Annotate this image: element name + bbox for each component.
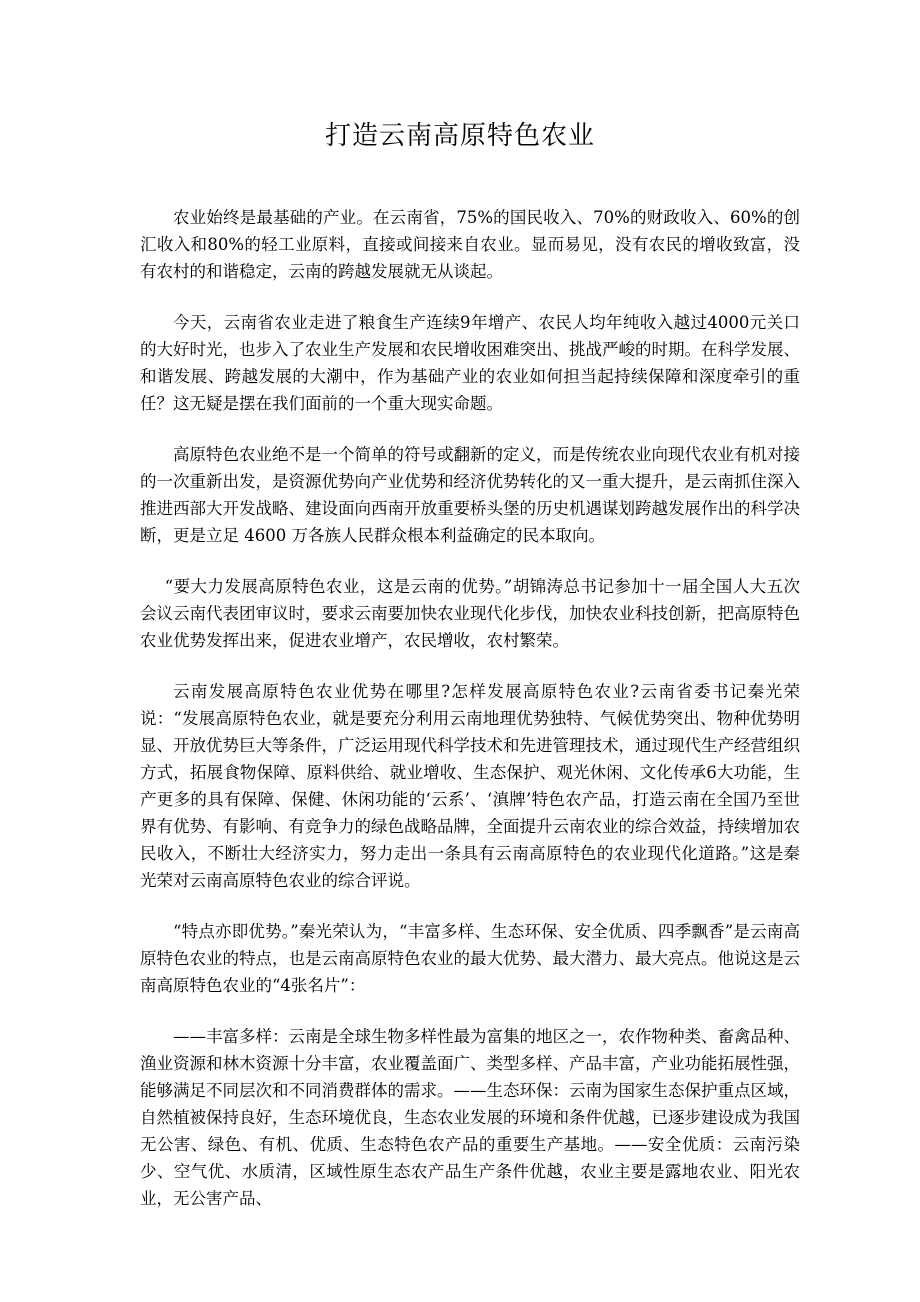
paragraph-6: “特点亦即优势。”秦光荣认为，“丰富多样、生态环保、安全优质、四季飘香”是云南高原特色农业的特点，也是云南高原特色农业的最大优势、最大潜力、最大亮点。他说这是云南高原特色农业的“4张名片”：	[140, 922, 800, 995]
paragraph-2: 今天，云南省农业走进了粮食生产连续9年增产、农民人均年纯收入越过4000元关口的大好时光，也步入了农业生产发展和农民增收困难突出、挑战严峻的时期。在科学发展、和谐发展、跨越发展的大潮中，作为基础产业的农业如何担当起持续保障和深度牵引的重任？这无疑是摆在我们面前的一个重大现实命题。	[140, 313, 800, 413]
document-title: 打造云南高原特色农业	[324, 121, 595, 151]
paragraph-5: 云南发展高原特色农业优势在哪里?怎样发展高原特色农业?云南省委书记秦光荣说：“发展高原特色农业，就是要充分利用云南地理优势独特、气候优势突出、物种优势明显、开放优势巨大等条件，广泛运用现代科学技术和先进管理技术，通过现代生产经营组织方式，拓展食物保障、原料供给、就业增收、生态保护、观光休闲、文化传承6大功能，生产更多的具有保障、保健、休闲功能的‘云系’、‘滇牌’特色农产品，打造云南在全国乃至世界有优势、有影响、有竞争力的绿色战略品牌，全面提升云南农业的综合效益，持续增加农民收入，不断壮大经济实力，努力走出一条具有云南高原特色的农业现代化道路。”这是秦光荣对云南高原特色农业的综合评说。	[140, 682, 800, 890]
paragraph-1: 农业始终是最基础的产业。在云南省，75%的国民收入、70%的财政收入、60%的创汇收入和80%的轻工业原料，直接或间接来自农业。显而易见，没有农民的增收致富，没有农村的和谐稳定，云南的跨越发展就无从谈起。	[140, 208, 800, 281]
paragraph-3: 高原特色农业绝不是一个简单的符号或翻新的定义，而是传统农业向现代农业有机对接的一次重新出发，是资源优势向产业优势和经济优势转化的又一重大提升，是云南抓住深入推进西部大开发战略、建设面向西南开放重要桥头堡的历史机遇谋划跨越发展作出的科学决断，更是立足 4600 万各族人民群众根本利益确定的民本取向。	[140, 445, 800, 545]
paragraph-4: “要大力发展高原特色农业，这是云南的优势。”胡锦涛总书记参加十一届全国人大五次会议云南代表团审议时，要求云南要加快农业现代化步伐，加快农业科技创新，把高原特色农业优势发挥出来，促进农业增产，农民增收，农村繁荣。	[140, 577, 800, 650]
document-body	[140, 204, 800, 1236]
paragraph-7: ——丰富多样：云南是全球生物多样性最为富集的地区之一，农作物种类、畜禽品种、渔业资源和林木资源十分丰富，农业覆盖面广、类型多样、产品丰富，产业功能拓展性强，能够满足不同层次和不同消费群体的需求。——生态环保：云南为国家生态保护重点区域，自然植被保持良好，生态环境优良，生态农业发展的环境和条件优越，已逐步建设成为我国无公害、绿色、有机、优质、生态特色农产品的重要生产基地。——安全优质：云南污染少、空气优、水质清，区域性原生态农产品生产条件优越，农业主要是露地农业、阳光农业，无公害产品、	[140, 1027, 800, 1208]
